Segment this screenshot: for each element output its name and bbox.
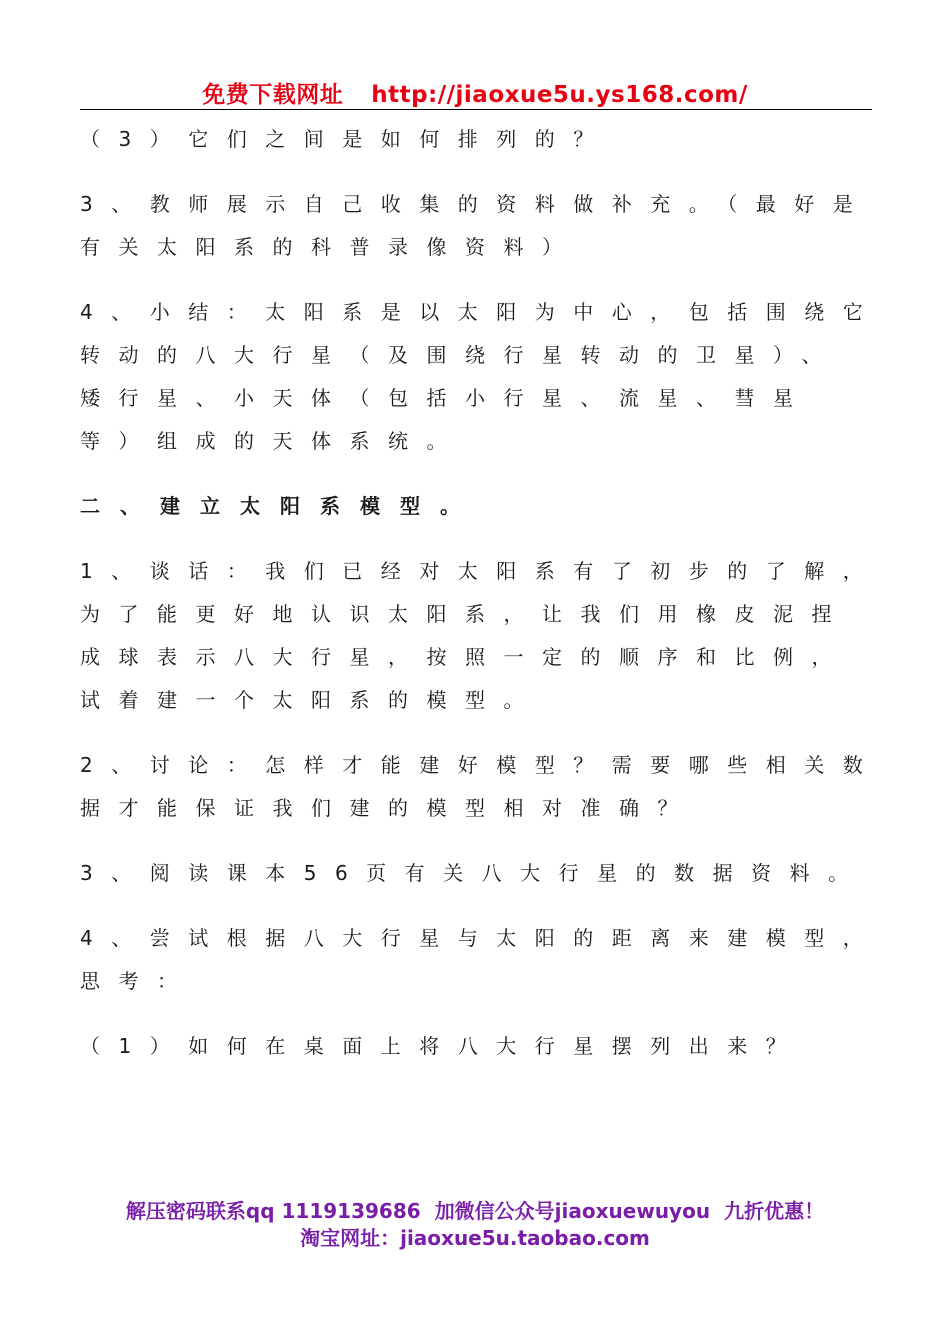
document-body — [80, 118, 882, 1090]
text-line: （3）它们之间是如何排列的？ — [80, 127, 612, 151]
footer-discount: 九折优惠！ — [724, 1199, 825, 1223]
paragraph-question-3 — [80, 118, 870, 161]
text-line: 为了能更好地认识太阳系，让我们用橡皮泥捏 — [80, 602, 850, 626]
text-line: 矮行星、小天体（包括小行星、流星、彗星 — [80, 386, 812, 410]
footer-line-1 — [0, 1198, 950, 1225]
text-line: 4、小结：太阳系是以太阳为中心，包括围绕它 — [80, 300, 882, 324]
text-line: 1、谈话：我们已经对太阳系有了初步的了解， — [80, 559, 882, 583]
text-line: 3、阅读课本56页有关八大行星的数据资料。 — [80, 861, 867, 885]
paragraph-question-1 — [80, 1025, 870, 1068]
section-heading-build-model — [80, 485, 870, 528]
text-line: 等）组成的天体系统。 — [80, 429, 465, 453]
text-line: 3、教师展示自己收集的资料做补充。（最好是 — [80, 192, 872, 216]
footer-wechat: 加微信公众号jiaoxuewuyou — [434, 1199, 711, 1223]
footer-line-2 — [0, 1225, 950, 1252]
section-heading: 二、建立太阳系模型。 — [80, 494, 480, 518]
text-line: 2、讨论：怎样才能建好模型？需要哪些相关数 — [80, 753, 882, 777]
page-header — [0, 76, 950, 109]
paragraph-discussion — [80, 744, 882, 830]
header-url[interactable]: http://jiaoxue5u.ys168.com/ — [371, 82, 748, 108]
text-line: 成球表示八大行星，按照一定的顺序和比例， — [80, 645, 850, 669]
paragraph-summary — [80, 291, 882, 463]
header-label: 免费下载网址 — [202, 82, 344, 108]
text-line: 有关太阳系的科普录像资料） — [80, 235, 581, 259]
paragraph-reading — [80, 852, 870, 895]
paragraph-talk — [80, 550, 882, 722]
page-footer — [0, 1198, 950, 1252]
text-line: 试着建一个太阳系的模型。 — [80, 688, 542, 712]
paragraph-try-model — [80, 917, 882, 1003]
paragraph-teacher-supplement — [80, 183, 870, 269]
text-line: 转动的八大行星（及围绕行星转动的卫星）、 — [80, 343, 840, 367]
text-line: 4、尝试根据八大行星与太阳的距离来建模型， — [80, 926, 882, 950]
footer-taobao[interactable]: 淘宝网址：jiaoxue5u.taobao.com — [300, 1226, 650, 1250]
text-line: 思考： — [80, 969, 196, 993]
text-line: 据才能保证我们建的模型相对准确？ — [80, 796, 696, 820]
header-divider — [80, 109, 872, 110]
footer-contact: 解压密码联系qq 1119139686 — [125, 1199, 421, 1223]
text-line: （1）如何在桌面上将八大行星摆列出来？ — [80, 1034, 805, 1058]
